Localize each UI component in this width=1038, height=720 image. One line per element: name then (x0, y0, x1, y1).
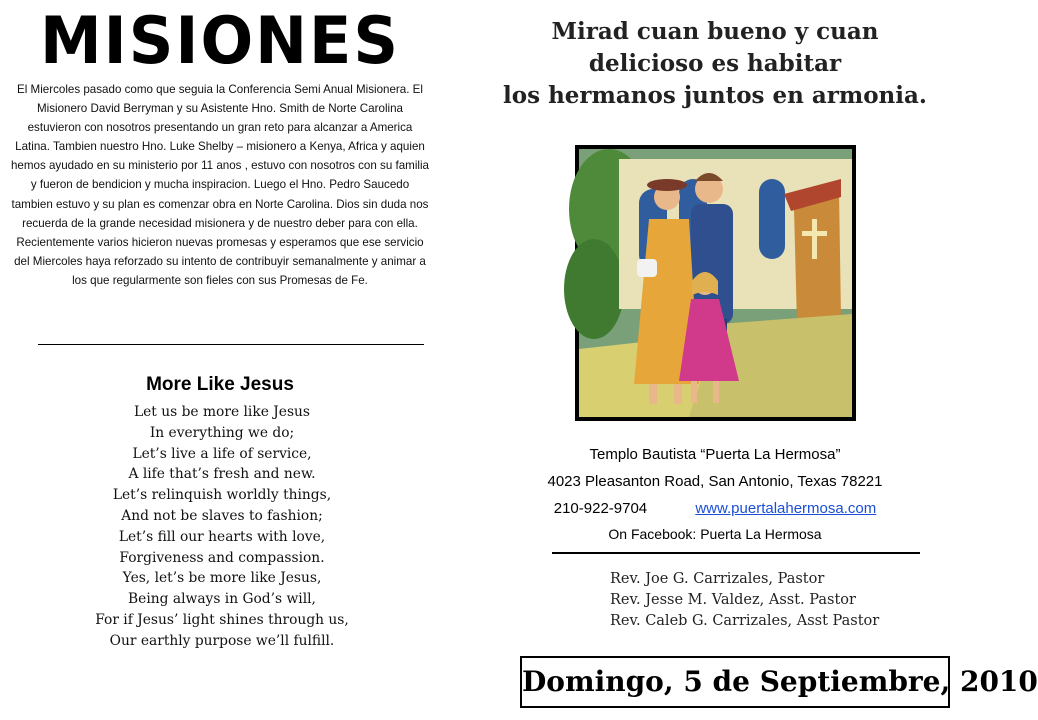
family-church-drawing (579, 149, 852, 417)
poem-line: Being always in God’s will, (128, 591, 316, 608)
scripture-verse (470, 16, 960, 112)
poem-line: Yes, let’s be more like Jesus, (122, 570, 322, 587)
contact-line (470, 500, 960, 517)
right-column (470, 0, 1038, 720)
church-name: Templo Bautista “Puerta La Hermosa” (589, 446, 841, 463)
family-church-illustration (575, 145, 856, 421)
pastor-line: Rev. Joe G. Carrizales, Pastor (610, 571, 825, 587)
left-divider (38, 344, 424, 345)
poem-line: A life that’s fresh and new. (128, 466, 316, 483)
poem-line: Let’s live a life of service, (132, 445, 312, 462)
verse-line: los hermanos juntos en armonia. (503, 82, 927, 109)
left-column (0, 0, 445, 720)
poem-line: Our earthly purpose we’ll fulfill. (109, 632, 335, 649)
poem-line: Forgiveness and compassion. (119, 549, 325, 566)
service-date: Domingo, 5 de Septiembre, 2010 (520, 656, 950, 708)
church-address: 4023 Pleasanton Road, San Antonio, Texas 78221 (547, 473, 883, 490)
verse-line: Mirad cuan bueno y cuan (551, 18, 879, 45)
pastor-list (610, 569, 879, 632)
poem-title: More Like Jesus (146, 374, 294, 395)
facebook-line: On Facebook: Puerta La Hermosa (608, 526, 822, 542)
poem-line: For if Jesus’ light shines through us, (95, 611, 349, 628)
pastor-line: Rev. Caleb G. Carrizales, Asst Pastor (610, 613, 880, 629)
poem-line: Let’s relinquish worldly things, (112, 487, 332, 504)
poem-line: Let’s fill our hearts with love, (118, 528, 326, 545)
pastor-line: Rev. Jesse M. Valdez, Asst. Pastor (610, 592, 856, 608)
misiones-heading: MISIONES (39, 2, 401, 79)
missions-article: El Miercoles pasado como que seguia la Conferencia Semi Anual Misionera. El Misionero David Berryman y su Asistente Hno. Smith de Norte Carolina estuvieron con nosotros presentando un gran reto para alcanzar a America Latina. Tambien nuestro Hno. Luke Shelby – misionero a Kenya, Africa y aquien hemos ayudado en su ministerio por 11 anos , estuvo con nosotros con su familia y fueron de bendicion y mucha inspiracion. Luego el Hno. Pedro Saucedo tambien estuvo y su plan es comenzar obra en Norte Carolina. Dios sin duda nos recuerda de la grande necesidad misionera y de nuestro deber para con ella. Recientemente varios hicieron nuevas promesas y esperamos que ese servicio del Miercoles haya reforzado su intento de contribuyir semanalmente y animar a los que regularmente son fieles con sus Promesas de Fe. (10, 83, 430, 287)
verse-line: delicioso es habitar (588, 50, 842, 77)
poem-line: Let us be more like Jesus (133, 404, 310, 420)
poem-line: And not be slaves to fashion; (121, 507, 323, 524)
poem-line: In everything we do; (149, 424, 295, 441)
poem (10, 402, 434, 652)
phone-number: 210-922-9704 (553, 500, 648, 517)
website-link[interactable]: www.puertalahermosa.com (695, 500, 877, 517)
right-divider (552, 552, 920, 554)
